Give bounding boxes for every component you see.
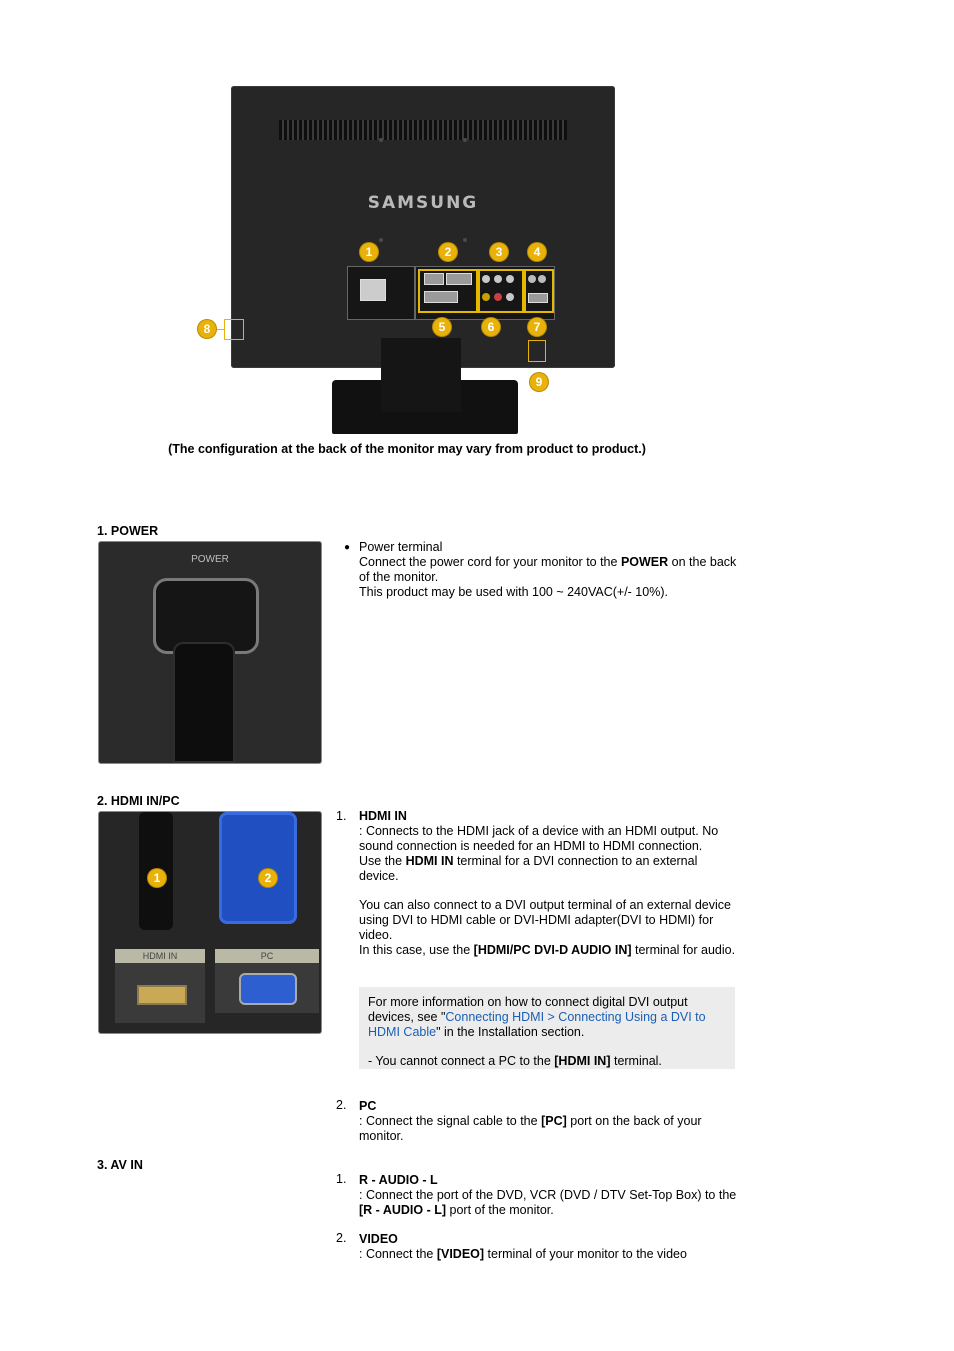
hdmi-port <box>424 273 444 285</box>
audio-line: : Connect the port of the DVD, VCR (DVD / DTV Set-Top Box) to the [R - AUDIO - L] port of the monitor. <box>359 1188 737 1217</box>
hdmi-port <box>137 985 187 1005</box>
video-description <box>359 1232 739 1262</box>
power-plug <box>173 642 235 763</box>
power-line1: Connect the power cord for your monitor to the POWER on the back of the monitor. <box>359 555 737 584</box>
vga-cable <box>219 812 297 924</box>
section-title-power: 1. POWER <box>97 524 159 538</box>
stand-neck <box>381 338 461 412</box>
kensington-lock <box>528 340 546 362</box>
hdmi-p1: : Connects to the HDMI jack of a device with an HDMI output. No sound connection is needed for an HDMI to HDMI connection. <box>359 824 719 853</box>
service-port <box>528 293 548 303</box>
item-title: HDMI IN <box>359 809 407 823</box>
audio-jack <box>538 275 546 283</box>
callout-badge: 2 <box>259 869 277 887</box>
rca-jack <box>482 293 490 301</box>
screw <box>379 138 383 142</box>
hdmi-label: HDMI IN <box>115 949 205 963</box>
pc-port-area <box>215 963 319 1013</box>
power-socket <box>360 279 386 301</box>
audio-description <box>359 1173 739 1218</box>
monitor-back-image <box>231 86 615 368</box>
section-title-av: 3. AV IN <box>97 1158 143 1172</box>
callout-badge: 7 <box>528 318 546 336</box>
power-description <box>359 540 739 600</box>
pc-label: PC <box>215 949 319 963</box>
section-title-hdmi: 2. HDMI IN/PC <box>97 794 180 808</box>
power-panel <box>347 266 415 320</box>
power-bullet-title: Power terminal <box>359 540 443 554</box>
callout-badge: 6 <box>482 318 500 336</box>
callout-badge: 1 <box>360 243 378 261</box>
list-number: 1. <box>336 809 347 823</box>
item-title: R - AUDIO - L <box>359 1173 438 1187</box>
power-line2: This product may be used with 100 ~ 240VAC(+/- 10%). <box>359 585 668 599</box>
hdmi-p4: In this case, use the [HDMI/PC DVI-D AUDIO IN] terminal for audio. <box>359 943 736 957</box>
callout-badge: 2 <box>439 243 457 261</box>
pc-description <box>359 1099 739 1144</box>
item-title: VIDEO <box>359 1232 398 1246</box>
hdmi-pc-photo <box>98 811 322 1034</box>
vga-port <box>239 973 297 1005</box>
screw <box>379 238 383 242</box>
hdmi-p3: You can also connect to a DVI output terminal of an external device using DVI to HDMI cable or DVI-HDMI adapter(DVI to HDMI) for video. <box>359 898 731 942</box>
io-panel <box>415 266 555 320</box>
figure-caption: (The configuration at the back of the monitor may vary from product to product.) <box>168 442 646 456</box>
list-number: 1. <box>336 1172 347 1186</box>
callout-badge: 5 <box>433 318 451 336</box>
callout-badge: 8 <box>198 320 216 338</box>
screw <box>463 138 467 142</box>
item-title: PC <box>359 1099 377 1113</box>
rca-jack <box>506 275 514 283</box>
power-photo <box>98 541 322 764</box>
screw <box>463 238 467 242</box>
rca-jack <box>482 275 490 283</box>
air-vent <box>279 120 567 140</box>
callout-badge: 1 <box>148 869 166 887</box>
audio-jack <box>528 275 536 283</box>
photo-label: POWER <box>191 554 229 565</box>
hdmi-p2: Use the HDMI IN terminal for a DVI connection to an external device. <box>359 854 698 883</box>
callout-badge: 9 <box>530 373 548 391</box>
rca-jack <box>494 275 502 283</box>
list-number: 2. <box>336 1231 347 1245</box>
rca-jack <box>494 293 502 301</box>
callout-badge: 4 <box>528 243 546 261</box>
brand-logo: SAMSUNG <box>367 193 479 213</box>
note-text: For more information on how to connect digital DVI output devices, see "Connecting HDMI > Connecting Using a DVI to HDMI Cable" in the Installation section. - You cannot connect a PC to the [HDMI IN] terminal. <box>368 995 728 1069</box>
info-note <box>359 987 735 1069</box>
video-line: : Connect the [VIDEO] terminal of your monitor to the video <box>359 1247 687 1261</box>
bullet-icon: ● <box>344 542 351 553</box>
pc-line: : Connect the signal cable to the [PC] port on the back of your monitor. <box>359 1114 702 1143</box>
list-number: 2. <box>336 1098 347 1112</box>
hdmi-in-description <box>359 809 739 958</box>
note-warning: - You cannot connect a PC to the [HDMI IN] terminal. <box>368 1054 662 1068</box>
dvi-port <box>424 291 458 303</box>
side-marker <box>224 319 244 340</box>
rca-jack <box>506 293 514 301</box>
hdmi-port-area <box>115 963 205 1023</box>
pc-port <box>446 273 472 285</box>
installation-link[interactable]: Connecting HDMI > Connecting Using a DVI to HDMI Cable <box>368 1010 706 1039</box>
callout-badge: 3 <box>490 243 508 261</box>
